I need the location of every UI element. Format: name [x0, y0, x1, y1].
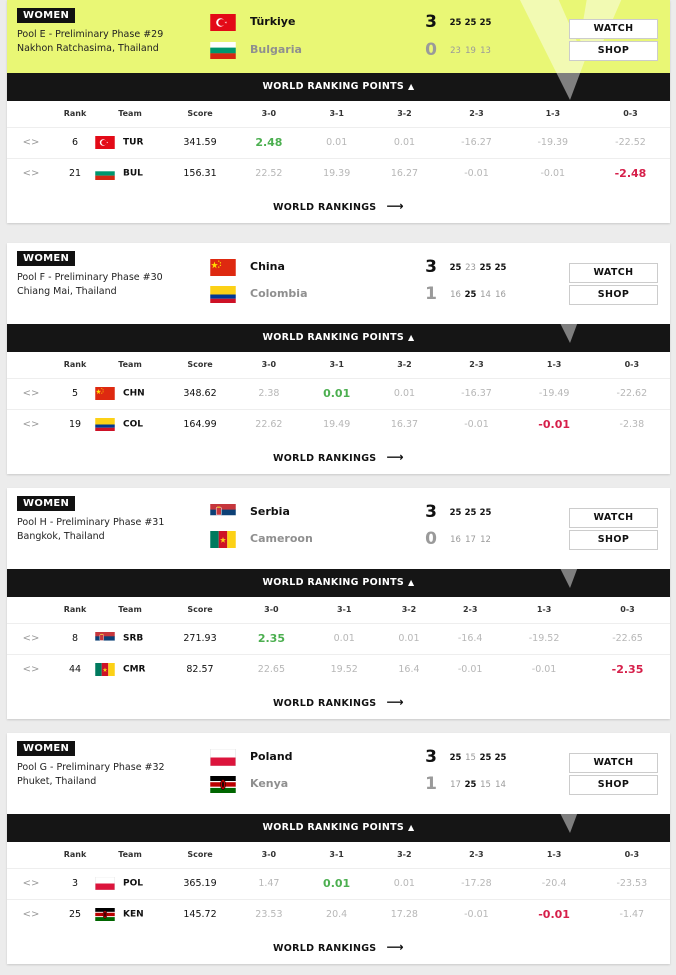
- world-rankings-label: WORLD RANKINGS: [273, 202, 377, 213]
- ranking-points-cell: -0.01: [438, 409, 514, 440]
- watch-button[interactable]: WATCH: [569, 753, 658, 773]
- ranking-points-cell: 16.4: [381, 654, 438, 685]
- table-row: [7, 127, 670, 158]
- column-header: 3-0: [261, 360, 277, 370]
- match-info: [17, 761, 165, 789]
- match-header: [7, 733, 670, 814]
- world-ranking-points-toggle[interactable]: [7, 569, 670, 597]
- shop-button[interactable]: SHOP: [569, 775, 658, 795]
- team-rank: 44: [55, 654, 95, 685]
- column-header: 3-1: [329, 850, 344, 860]
- ranking-points-cell: 0.01: [303, 868, 371, 899]
- match-location: Bangkok, Thailand: [17, 531, 105, 542]
- column-header: Team: [118, 109, 142, 119]
- match-header: [7, 0, 670, 73]
- column-header: 3-0: [264, 605, 279, 615]
- set-scores: [448, 753, 508, 763]
- ranking-points-table: [7, 101, 670, 189]
- column-header: 3-2: [397, 360, 412, 370]
- category-badge: WOMEN: [17, 496, 75, 511]
- shop-button[interactable]: SHOP: [569, 530, 658, 550]
- set-score: 25: [464, 18, 477, 28]
- match-header: [7, 243, 670, 324]
- ranking-points-cell: -16.37: [438, 378, 514, 409]
- chevron-up-icon: ▲: [408, 333, 415, 342]
- column-header: 1-3: [546, 360, 562, 370]
- set-score: 14: [495, 780, 506, 790]
- set-score: 16: [450, 535, 461, 545]
- ranking-points-cell: -2.48: [591, 158, 670, 189]
- category-badge: WOMEN: [17, 8, 75, 23]
- sets-won: 3: [425, 747, 437, 767]
- table-row: [7, 868, 670, 899]
- team-colombia: [210, 284, 506, 308]
- expand-arrows-icon[interactable]: <>: [7, 127, 55, 158]
- ranking-points-cell: 16.37: [371, 409, 439, 440]
- team-name: Poland: [250, 750, 293, 763]
- flag-bulgaria-icon: [95, 167, 115, 180]
- shop-button[interactable]: SHOP: [569, 285, 658, 305]
- table-row: [7, 409, 670, 440]
- world-rankings-link[interactable]: [7, 440, 670, 474]
- team-name: Colombia: [250, 287, 308, 300]
- ranking-points-cell: -0.01: [438, 899, 514, 930]
- column-header: Rank: [63, 109, 87, 119]
- team-cell: [95, 158, 165, 189]
- sets-won: 0: [425, 40, 437, 60]
- flag-serbia-icon: [95, 632, 115, 645]
- table-row: [7, 654, 670, 685]
- ranking-points-cell: 2.38: [235, 378, 303, 409]
- flag-colombia-icon: [95, 418, 115, 431]
- match-card: [7, 488, 670, 719]
- table-row: [7, 623, 670, 654]
- column-header: 3-0: [261, 109, 277, 119]
- expand-arrows-icon[interactable]: <>: [7, 409, 55, 440]
- set-scores: [448, 290, 508, 300]
- ranking-points-cell: 0.01: [308, 623, 381, 654]
- ranking-points-cell: 19.39: [303, 158, 371, 189]
- world-rankings-label: WORLD RANKINGS: [273, 943, 377, 954]
- wrp-label: WORLD RANKING POINTS: [262, 81, 405, 92]
- ranking-points-cell: -16.4: [437, 623, 503, 654]
- set-score: 25: [479, 753, 492, 763]
- ranking-points-cell: -22.65: [585, 623, 670, 654]
- sets-won: 0: [425, 529, 437, 549]
- flag-cameroon-icon: [210, 531, 236, 548]
- set-score: 16: [495, 290, 506, 300]
- match-info: [17, 28, 163, 56]
- world-ranking-points-toggle[interactable]: [7, 814, 670, 842]
- set-score: 15: [465, 753, 476, 763]
- column-header: Score: [187, 109, 213, 119]
- column-header: Rank: [63, 360, 87, 370]
- sets-won: 3: [425, 502, 437, 522]
- team-cell: [95, 868, 165, 899]
- column-header: 0-3: [620, 605, 635, 615]
- arrow-right-icon: ⟶: [386, 450, 404, 464]
- set-score: 25: [494, 753, 507, 763]
- match-info: [17, 271, 163, 299]
- flag-poland-icon: [95, 877, 115, 890]
- team-name: Türkiye: [250, 15, 296, 28]
- column-header: 0-3: [623, 109, 638, 119]
- column-header: 2-3: [469, 360, 484, 370]
- expand-arrows-icon[interactable]: <>: [7, 899, 55, 930]
- world-rankings-label: WORLD RANKINGS: [273, 453, 377, 464]
- team-rank: 3: [55, 868, 95, 899]
- table-row: [7, 899, 670, 930]
- column-header: 3-1: [336, 605, 352, 615]
- flag-kenya-icon: [210, 776, 236, 793]
- ranking-points-cell: 0.01: [370, 868, 438, 899]
- ranking-points-cell: 2.48: [235, 127, 303, 158]
- match-card: [7, 733, 670, 964]
- column-header: 3-1: [329, 360, 344, 370]
- ranking-points-table: [7, 597, 670, 685]
- set-score: 25: [479, 263, 492, 273]
- column-header: 2-3: [469, 109, 484, 119]
- team-cell: [95, 378, 165, 409]
- column-header-arrows: [7, 842, 55, 868]
- column-header: Score: [187, 360, 213, 370]
- world-rankings-label: WORLD RANKINGS: [273, 698, 377, 709]
- column-header: Team: [118, 360, 142, 370]
- world-rankings-link[interactable]: [7, 189, 670, 223]
- team-rank: 8: [55, 623, 95, 654]
- watch-button[interactable]: WATCH: [569, 263, 658, 283]
- set-score: 17: [450, 780, 461, 790]
- set-score: 25: [449, 263, 462, 273]
- column-header: 0-3: [624, 360, 640, 370]
- column-header: 1-3: [546, 850, 562, 860]
- ranking-points-cell: 0.01: [371, 378, 439, 409]
- team-code: POL: [123, 878, 143, 889]
- match-location: Nakhon Ratchasima, Thailand: [17, 43, 159, 54]
- team-score: 82.57: [165, 654, 235, 685]
- column-header: Rank: [63, 605, 87, 615]
- team-name: Kenya: [250, 777, 289, 790]
- expand-arrows-icon[interactable]: <>: [7, 868, 55, 899]
- wrp-label: WORLD RANKING POINTS: [262, 332, 405, 343]
- world-rankings-link[interactable]: [7, 930, 670, 964]
- ranking-points-cell: 16.27: [371, 158, 439, 189]
- column-header: 3-2: [401, 605, 417, 615]
- match-card: [7, 0, 670, 223]
- flag-china-icon: [95, 387, 115, 400]
- ranking-points-cell: 0.01: [381, 623, 438, 654]
- team-china: [210, 257, 507, 281]
- ranking-points-cell: 0.01: [303, 127, 371, 158]
- watch-button[interactable]: WATCH: [569, 508, 658, 528]
- set-score: 19: [465, 46, 476, 56]
- ranking-points-cell: -0.01: [503, 654, 585, 685]
- set-score: 25: [449, 508, 462, 518]
- set-score: 25: [479, 18, 492, 28]
- flag-china-icon: [210, 259, 236, 276]
- world-rankings-link[interactable]: [7, 685, 670, 719]
- match-header: [7, 488, 670, 569]
- pool-phase: Pool G - Preliminary Phase #32: [17, 762, 165, 773]
- flag-bulgaria-icon: [210, 42, 236, 59]
- ranking-points-cell: -0.01: [438, 158, 514, 189]
- table-header-row: [7, 101, 670, 127]
- pool-phase: Pool E - Preliminary Phase #29: [17, 29, 164, 40]
- column-header-arrows: [7, 352, 55, 378]
- watch-button[interactable]: WATCH: [569, 19, 658, 39]
- flag-kenya-icon: [95, 908, 115, 921]
- flag-poland-icon: [210, 749, 236, 766]
- ranking-points-cell: -22.62: [594, 378, 670, 409]
- ranking-points-cell: -19.49: [515, 378, 594, 409]
- ranking-points-cell: -20.4: [515, 868, 594, 899]
- team-rank: 6: [55, 127, 95, 158]
- column-header: 2-3: [462, 605, 478, 615]
- arrow-right-icon: ⟶: [386, 199, 404, 213]
- ranking-points-cell: 19.52: [308, 654, 381, 685]
- team-code: BUL: [123, 168, 143, 179]
- team-name: Bulgaria: [250, 43, 302, 56]
- column-header: Score: [187, 850, 213, 860]
- team-name: Cameroon: [250, 532, 313, 545]
- column-header: 3-2: [397, 850, 412, 860]
- team-code: CMR: [123, 664, 146, 675]
- expand-arrows-icon[interactable]: <>: [7, 623, 55, 654]
- column-header: 3-1: [329, 109, 344, 119]
- column-header: 0-3: [624, 850, 640, 860]
- column-header: 3-0: [261, 850, 277, 860]
- column-header: Rank: [63, 850, 87, 860]
- table-header-row: [7, 597, 670, 623]
- match-location: Phuket, Thailand: [17, 776, 97, 787]
- team-rank: 25: [55, 899, 95, 930]
- ranking-points-cell: -0.01: [515, 899, 594, 930]
- set-scores: [448, 508, 493, 518]
- ranking-points-table: [7, 842, 670, 930]
- set-score: 23: [465, 263, 476, 273]
- match-card: [7, 243, 670, 474]
- team-code: COL: [123, 419, 143, 430]
- wrp-label: WORLD RANKING POINTS: [262, 822, 405, 833]
- ranking-points-cell: 2.35: [235, 623, 308, 654]
- column-header: 1-3: [536, 605, 552, 615]
- ranking-points-cell: 22.65: [235, 654, 308, 685]
- set-score: 25: [449, 753, 462, 763]
- set-score: 25: [479, 508, 492, 518]
- set-scores: [448, 18, 493, 28]
- table-row: [7, 378, 670, 409]
- set-score: 14: [480, 290, 491, 300]
- sets-won: 1: [425, 774, 437, 794]
- expand-arrows-icon[interactable]: <>: [7, 378, 55, 409]
- ranking-points-cell: -0.01: [515, 409, 594, 440]
- set-scores: [448, 46, 493, 56]
- flag-turkiye-icon: [210, 14, 236, 31]
- ranking-points-cell: -1.47: [594, 899, 670, 930]
- ranking-points-cell: -16.27: [438, 127, 514, 158]
- match-info: [17, 516, 164, 544]
- ranking-points-cell: 22.52: [235, 158, 303, 189]
- ranking-points-cell: -0.01: [437, 654, 503, 685]
- team-score: 341.59: [165, 127, 235, 158]
- ranking-points-cell: -19.39: [515, 127, 591, 158]
- category-badge: WOMEN: [17, 251, 75, 266]
- chevron-up-icon: ▲: [408, 82, 415, 91]
- pool-phase: Pool F - Preliminary Phase #30: [17, 272, 163, 283]
- ranking-points-cell: 0.01: [303, 378, 371, 409]
- set-score: 13: [480, 46, 491, 56]
- team-code: SRB: [123, 633, 144, 644]
- column-header: Team: [118, 850, 142, 860]
- team-rank: 21: [55, 158, 95, 189]
- category-badge: WOMEN: [17, 741, 75, 756]
- ranking-points-cell: 23.53: [235, 899, 303, 930]
- shop-button[interactable]: SHOP: [569, 41, 658, 61]
- world-ranking-points-toggle[interactable]: [7, 324, 670, 352]
- ranking-points-cell: -0.01: [515, 158, 591, 189]
- world-ranking-points-toggle[interactable]: [7, 73, 670, 101]
- pool-phase: Pool H - Preliminary Phase #31: [17, 517, 165, 528]
- column-header: Score: [187, 605, 213, 615]
- team-name: China: [250, 260, 285, 273]
- column-header: 1-3: [545, 109, 561, 119]
- team-score: 156.31: [165, 158, 235, 189]
- ranking-points-table: [7, 352, 670, 440]
- team-code: TUR: [123, 137, 144, 148]
- column-header: Team: [118, 605, 142, 615]
- arrow-right-icon: ⟶: [386, 695, 404, 709]
- set-score: 25: [464, 290, 477, 300]
- table-header-row: [7, 352, 670, 378]
- ranking-points-cell: 17.28: [370, 899, 438, 930]
- column-header: 3-2: [397, 109, 412, 119]
- team-score: 365.19: [165, 868, 235, 899]
- team-cell: [95, 654, 165, 685]
- set-scores: [448, 535, 493, 545]
- arrow-right-icon: ⟶: [386, 940, 404, 954]
- ranking-points-cell: 1.47: [235, 868, 303, 899]
- team-score: 348.62: [165, 378, 235, 409]
- set-score: 16: [450, 290, 461, 300]
- flag-colombia-icon: [210, 286, 236, 303]
- table-header-row: [7, 842, 670, 868]
- flag-serbia-icon: [210, 504, 236, 521]
- set-scores: [448, 780, 508, 790]
- sets-won: 3: [425, 257, 437, 277]
- team-score: 271.93: [165, 623, 235, 654]
- set-score: 25: [449, 18, 462, 28]
- team-name: Serbia: [250, 505, 290, 518]
- team-serbia: [210, 502, 492, 526]
- table-row: [7, 158, 670, 189]
- ranking-points-cell: -19.52: [503, 623, 585, 654]
- column-header-arrows: [7, 101, 55, 127]
- wrp-label: WORLD RANKING POINTS: [262, 577, 405, 588]
- flag-cameroon-icon: [95, 663, 115, 676]
- set-score: 25: [494, 263, 507, 273]
- ranking-points-cell: -17.28: [438, 868, 514, 899]
- set-score: 23: [450, 46, 461, 56]
- team-cell: [95, 409, 165, 440]
- set-score: 15: [480, 780, 491, 790]
- chevron-up-icon: ▲: [408, 823, 415, 832]
- chevron-up-icon: ▲: [408, 578, 415, 587]
- team-rank: 19: [55, 409, 95, 440]
- ranking-points-cell: -23.53: [594, 868, 670, 899]
- ranking-points-cell: -2.35: [585, 654, 670, 685]
- team-kenya: [210, 774, 506, 798]
- team-bulgaria: [210, 40, 491, 64]
- column-header: 2-3: [469, 850, 484, 860]
- expand-arrows-icon[interactable]: <>: [7, 654, 55, 685]
- team-cell: [95, 623, 165, 654]
- team-rank: 5: [55, 378, 95, 409]
- ranking-points-cell: -2.38: [594, 409, 670, 440]
- team-poland: [210, 747, 507, 771]
- flag-turkiye-icon: [95, 136, 115, 149]
- ranking-points-cell: 0.01: [371, 127, 439, 158]
- set-scores: [448, 263, 508, 273]
- team-code: KEN: [123, 909, 144, 920]
- column-header-arrows: [7, 597, 55, 623]
- sets-won: 1: [425, 284, 437, 304]
- set-score: 25: [464, 508, 477, 518]
- team-cameroon: [210, 529, 491, 553]
- match-location: Chiang Mai, Thailand: [17, 286, 117, 297]
- expand-arrows-icon[interactable]: <>: [7, 158, 55, 189]
- team-score: 145.72: [165, 899, 235, 930]
- set-score: 12: [480, 535, 491, 545]
- team-code: CHN: [123, 388, 145, 399]
- ranking-points-cell: 19.49: [303, 409, 371, 440]
- ranking-points-cell: 20.4: [303, 899, 371, 930]
- set-score: 25: [464, 780, 477, 790]
- ranking-points-cell: 22.62: [235, 409, 303, 440]
- team-turkiye: [210, 12, 492, 36]
- set-score: 17: [465, 535, 476, 545]
- team-cell: [95, 899, 165, 930]
- team-score: 164.99: [165, 409, 235, 440]
- ranking-points-cell: -22.52: [591, 127, 670, 158]
- sets-won: 3: [425, 12, 437, 32]
- team-cell: [95, 127, 165, 158]
